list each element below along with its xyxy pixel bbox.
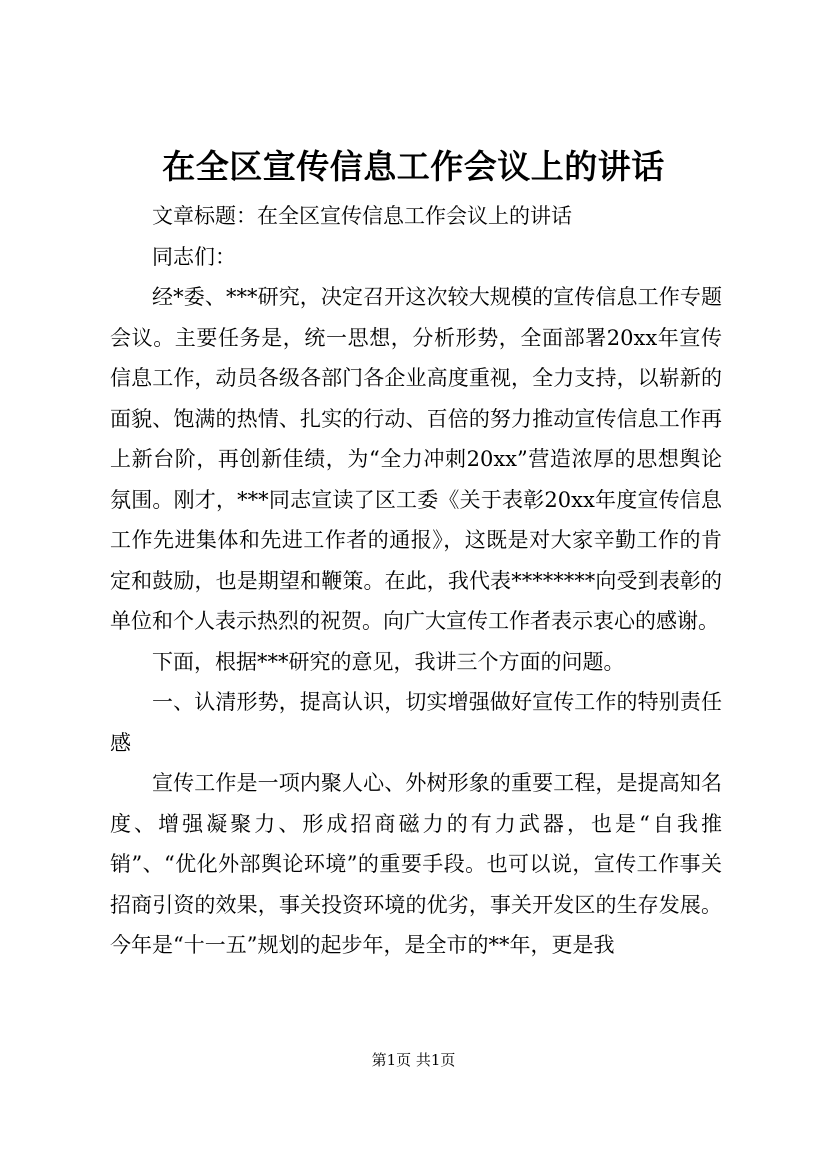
document-title: 在全区宣传信息工作会议上的讲话 <box>162 147 665 186</box>
page-number-footer: 第1页 共1页 <box>371 1051 456 1069</box>
paragraph-opening: 经*委、***研究，决定召开这次较大规模的宣传信息工作专题会议。主要任务是，统一思想，分析形势，全面部署20xx年宣传信息工作，动员各级各部门各企业高度重视，全力支持，以崭新的面貌、饱满的热情、扎实的行动、百倍的努力推动宣传信息工作再上新台阶，再创新佳绩，为“全力冲刺20xx”营造浓厚的思想舆论氛围。刚才，***同志宣读了区工委《关于表彰20xx年度宣传信息工作先进集体和先进工作者的通报》，这既是对大家辛勤工作的肯定和鼓励，也是期望和鞭策。在此，我代表********向受到表彰的单位和个人表示热烈的祝贺。向广大宣传工作者表示衷心的感谢。 <box>110 285 722 633</box>
document-body <box>110 196 722 966</box>
paragraph-outline: 下面，根据***研究的意见，我讲三个方面的问题。 <box>152 649 625 674</box>
paragraph-section-1: 宣传工作是一项内聚人心、外树形象的重要工程，是提高知名度、增强凝聚力、形成招商磁力的有力武器，也是“自我推销”、“优化外部舆论环境”的重要手段。也可以说，宣传工作事关招商引资的效果，事关投资环境的优劣，事关开发区的生存发展。今年是“十一五”规划的起步年，是全市的**年，更是我 <box>110 771 722 957</box>
section-heading-1: 一、认清形势，提高认识，切实增强做好宣传工作的特别责任感 <box>110 690 722 755</box>
paragraph-salutation: 同志们： <box>152 244 236 269</box>
paragraph-article-title: 文章标题：在全区宣传信息工作会议上的讲话 <box>152 204 572 228</box>
